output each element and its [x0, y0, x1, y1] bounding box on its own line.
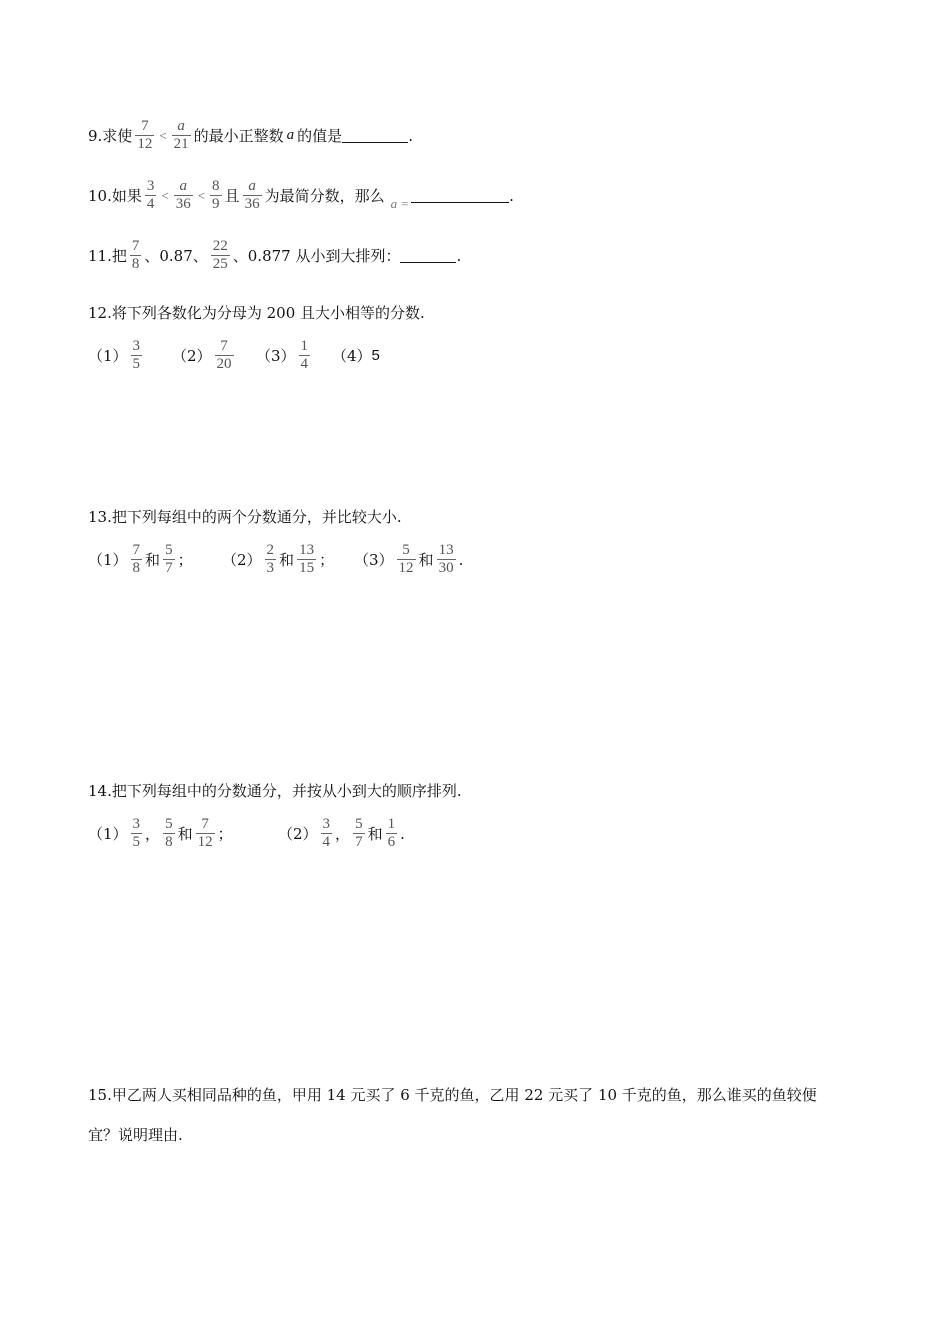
answer-blank[interactable] [342, 128, 408, 143]
q9-text2: 的值是 [297, 127, 343, 146]
question-15-line-2: 宜？说明理由. [88, 1126, 183, 1144]
question-13-title: 13.把下列每组中的两个分数通分，并比较大小. [88, 508, 402, 526]
answer-blank[interactable] [411, 188, 509, 203]
fraction-3-4: $\frac{3}{4}$ [146, 178, 155, 213]
q9-variable: a [286, 127, 295, 144]
q9-prefix: 9.求使 [88, 127, 133, 146]
fraction-a-36: $\frac{a}{36}$ [175, 178, 191, 213]
q11-text: 、0.877 从小到大排列： [232, 247, 401, 266]
q12-item-1: （1） $\frac{3}{5}$ [88, 338, 141, 373]
q11-end: . [456, 246, 462, 265]
q10-end: . [509, 186, 514, 205]
fraction-a-21: $\frac{a}{21}$ [173, 118, 189, 153]
q11-prefix: 11.把 [88, 247, 127, 266]
q13-group-2: （2） $\frac{2}{3}$ 和 $\frac{13}{15}$ ； [222, 542, 335, 577]
question-15-line-1: 15.甲乙两人买相同品种的鱼，甲用 14 元买了 6 千克的鱼，乙用 22 元买了 10 千克的鱼，那么谁买的鱼较便 [88, 1086, 817, 1104]
q14-group-2: （2） $\frac{3}{4}$ ， $\frac{5}{7}$ 和 $\frac{1}{6}$ . [278, 816, 405, 851]
question-13-groups [88, 542, 463, 578]
q12-item-3: （3） $\frac{1}{4}$ [256, 338, 309, 373]
q9-end: . [408, 126, 413, 145]
a-equals: a = [390, 195, 410, 211]
q13-group-3: （3） $\frac{5}{12}$ 和 $\frac{13}{30}$ . [354, 542, 464, 577]
q11-sep: 、0.87、 [144, 247, 208, 266]
q10-text1: 且 [224, 187, 240, 206]
answer-blank[interactable] [400, 248, 456, 263]
fraction-8-9: $\frac{8}{9}$ [212, 178, 220, 213]
less-than: < [197, 187, 206, 203]
question-14-title: 14.把下列每组中的分数通分，并按从小到大的顺序排列. [88, 782, 462, 800]
question-10 [88, 178, 514, 214]
q12-item-4: （4） 5 [332, 347, 380, 366]
less-than: < [159, 127, 167, 143]
question-11 [88, 238, 461, 274]
q10-prefix: 10.如果 [88, 187, 142, 206]
fraction-22-25: $\frac{22}{25}$ [212, 238, 228, 273]
fraction-7-8: $\frac{7}{8}$ [131, 238, 140, 273]
q10-text2: 为最简分数，那么 [264, 187, 385, 206]
fraction-a-36: $\frac{a}{36}$ [244, 178, 260, 213]
question-9 [88, 118, 413, 154]
q9-text1: 的最小正整数 [193, 127, 284, 146]
question-12-title: 12.将下列各数化为分母为 200 且大小相等的分数. [88, 304, 425, 322]
less-than: < [161, 187, 169, 203]
fraction-7-12: $\frac{7}{12}$ [137, 118, 153, 153]
question-12-items [88, 338, 380, 374]
q12-item-2: （2） $\frac{7}{20}$ [172, 338, 232, 373]
question-14-groups [88, 816, 405, 852]
q13-group-1: （1） $\frac{7}{8}$ 和 $\frac{5}{7}$ ； [88, 542, 193, 577]
q14-group-1: （1） $\frac{3}{5}$ ， $\frac{5}{8}$ 和 $\frac{7}{12}$ ； [88, 816, 233, 851]
